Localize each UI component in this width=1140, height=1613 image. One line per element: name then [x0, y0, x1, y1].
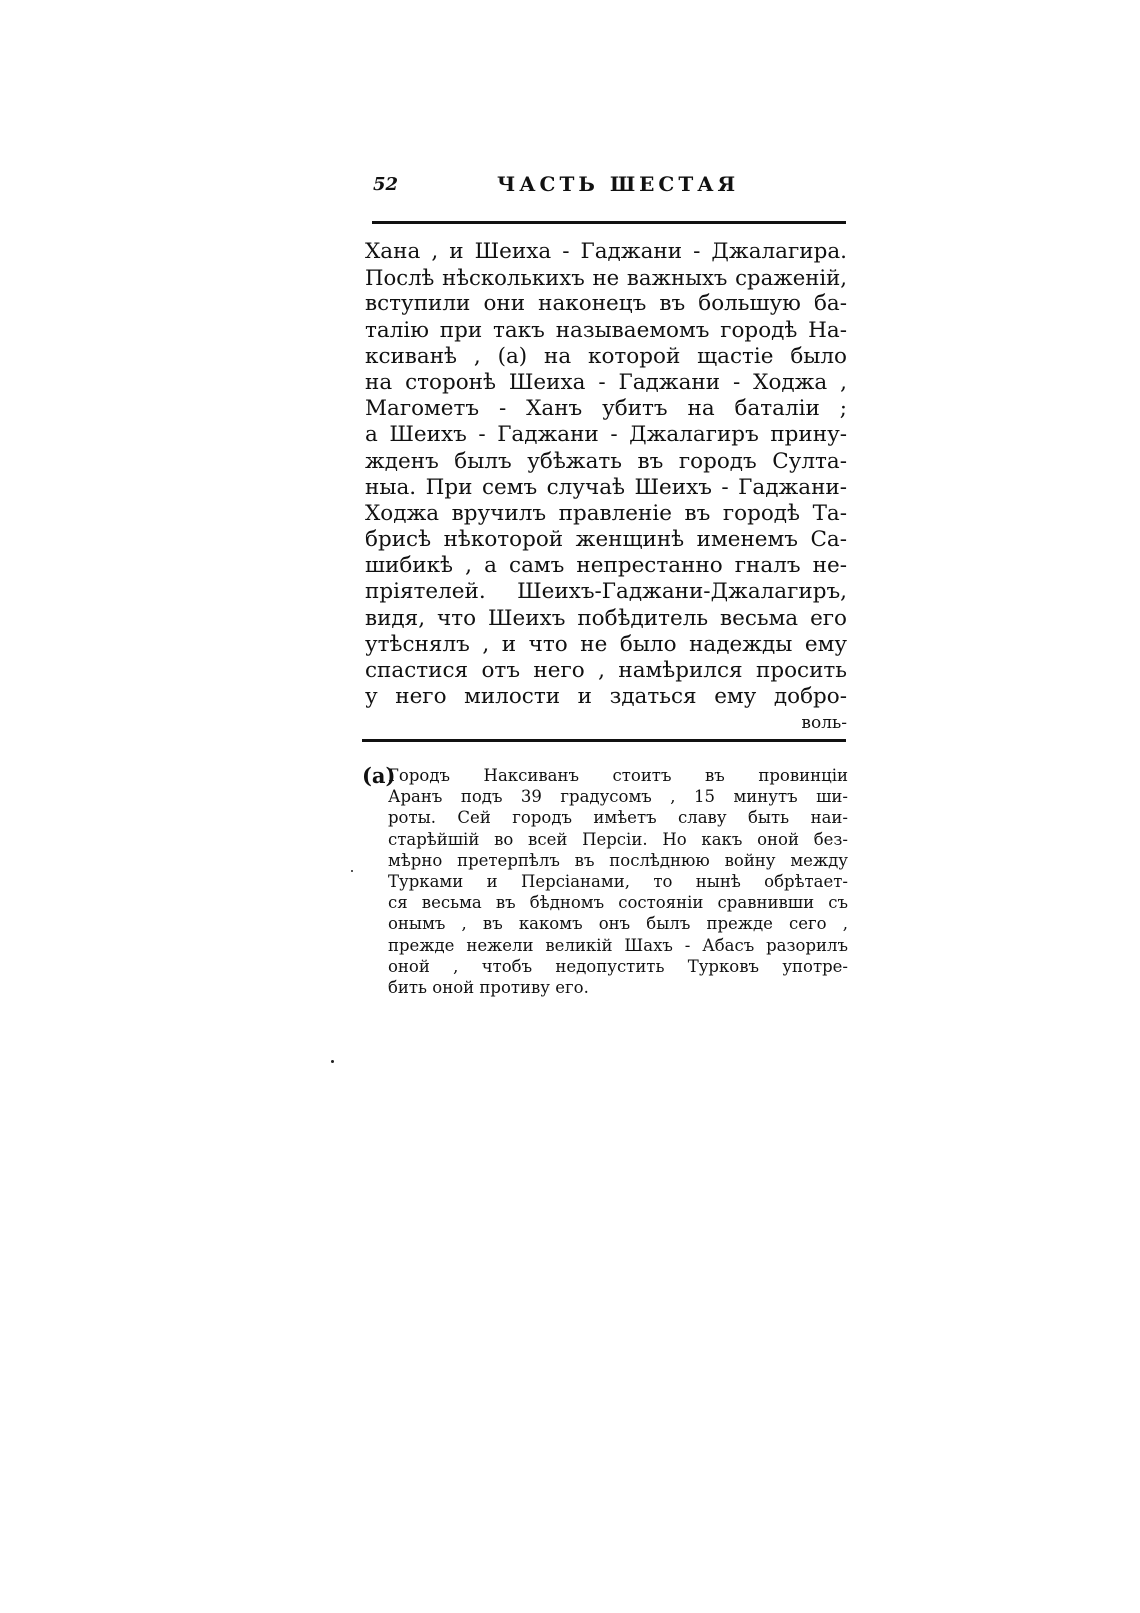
- page-number: 52: [373, 174, 399, 195]
- footnote-marker: (а): [362, 763, 396, 788]
- footnote-line: онымъ , въ какомъ онъ былъ прежде сего ,: [388, 914, 848, 934]
- footnote-text: [388, 765, 848, 998]
- text-line: утѣснялъ , и что не было надежды ему: [365, 631, 847, 657]
- text-line: шибикѣ , а самъ непрестанно гналъ не-: [365, 553, 847, 579]
- text-line: Послѣ нѣсколькихъ не важныхъ сраженій,: [365, 265, 847, 291]
- header-rule: [372, 221, 846, 224]
- paper-speck: [331, 1060, 334, 1063]
- footnote-line: Аранъ подъ 39 градусомъ , 15 минутъ ши-: [388, 787, 848, 807]
- text-line: пріятелей. Шеихъ-Гаджани-Джалагиръ,: [365, 579, 847, 605]
- paper-speck: [351, 870, 353, 872]
- footnote-line: ся весьма въ бѣдномъ состояніи сравнивши съ: [388, 893, 848, 913]
- footnote-rule: [362, 739, 846, 742]
- text-line: Магометъ - Ханъ убитъ на баталіи ;: [365, 396, 847, 422]
- footnote-line: прежде нежели великій Шахъ - Абасъ разорилъ: [388, 935, 848, 955]
- text-line: спастися отъ него , намѣрился просить: [365, 658, 847, 683]
- text-line: вступили они наконецъ въ большую ба-: [365, 291, 847, 317]
- footnote-line: роты. Сей городъ имѣетъ славу быть наи-: [388, 808, 848, 828]
- footnote-line: бить оной противу его.: [388, 977, 589, 997]
- text-line: а Шеихъ - Гаджани - Джалагиръ прину-: [365, 422, 847, 448]
- text-line: ксиванѣ , (а) на которой щастіе было: [365, 343, 847, 369]
- main-text: [365, 239, 847, 737]
- text-line: видя, что Шеихъ побѣдитель весьма его: [365, 605, 847, 631]
- footnote-line: оной , чтобъ недопустить Турковъ употре-: [388, 956, 848, 976]
- running-head: ЧАСТЬ ШЕСТАЯ: [497, 172, 740, 196]
- text-line: у него милости и здаться ему добро-: [365, 684, 847, 710]
- footnote-line: мѣрно претерпѣлъ въ послѣднюю войну между: [388, 850, 848, 870]
- text-line: жденъ былъ убѣжать въ городъ Султа-: [365, 448, 847, 474]
- text-line: Хана , и Шеиха - Гаджани - Джалагира.: [365, 239, 847, 264]
- footnote-line: старѣйшій во всей Персіи. Но какъ оной без-: [388, 829, 848, 849]
- text-line: ныа. При семъ случаѣ Шеихъ - Гаджани-: [365, 474, 847, 500]
- footnote-line: Турками и Персіанами, то нынѣ обрѣтает-: [388, 871, 848, 891]
- page-header: [365, 172, 847, 202]
- text-line: на сторонѣ Шеиха - Гаджани - Ходжа ,: [365, 369, 847, 395]
- footnote-line: Городъ Наксиванъ стоитъ въ провинціи: [388, 766, 848, 785]
- catchword: воль-: [801, 713, 847, 734]
- text-line: брисѣ нѣкоторой женщинѣ именемъ Са-: [365, 527, 847, 553]
- text-line: Ходжа вручилъ правленіе въ городѣ Та-: [365, 500, 847, 526]
- text-line: талію при такъ называемомъ городѣ На-: [365, 317, 847, 343]
